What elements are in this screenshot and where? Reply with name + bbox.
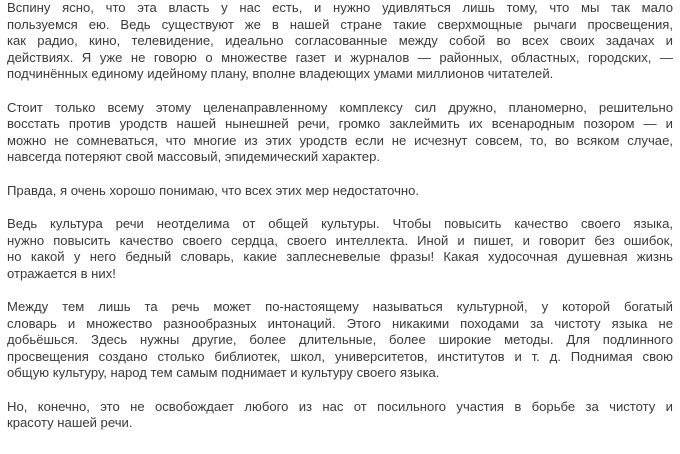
text-line: красоту нашей речи. bbox=[7, 415, 133, 430]
text-line: восстать против уродств нашей нынешней речи, громко заклеймить их всенародным позором — и bbox=[7, 116, 673, 131]
document-page bbox=[7, 0, 673, 454]
text-line: отражается в них! bbox=[7, 265, 116, 281]
text-line: подчинённых единому идейному плану, вполне владеющих умами миллионов читателей. bbox=[7, 66, 554, 81]
paragraph-gap bbox=[7, 199, 673, 216]
text-line: как радио, кино, телевидение, идеально согласованные между собой во всех своих задачах и bbox=[7, 33, 673, 48]
text-line: Ведь культура речи неотделима от общей культуры. Чтобы повысить качество своего языка, bbox=[7, 216, 673, 231]
paragraph-gap bbox=[7, 382, 673, 399]
text-line: действиях. Я уже не говорю о множестве газет и журналов — районных, областных, городских, — bbox=[7, 49, 673, 65]
paragraph-gap bbox=[7, 282, 673, 299]
text-line: словарь и множество разнообразных интонаций. Этого никакими походами за чистоту языка не bbox=[7, 315, 673, 331]
paragraph-power-of-media bbox=[7, 0, 673, 83]
text-line: Вспину ясно, что эта власть у нас есть, и нужно удивляться лишь тому, что мы так мало bbox=[7, 0, 673, 15]
paragraph-gap bbox=[7, 83, 673, 100]
text-line: но какой у него бедный словарь, какие заплесневелые фразы! Какая худосочная душевная жизнь bbox=[7, 249, 673, 264]
paragraph-combined-effort bbox=[7, 100, 673, 166]
text-line: Стоит только всему этому целенаправленному комплексу сил дружно, планомерно, решительно bbox=[7, 99, 673, 115]
paragraph-not-enough bbox=[7, 183, 673, 200]
text-line: просвещения создано столько библиотек, школ, университетов, институтов и т. д. Поднимая свою bbox=[7, 348, 673, 364]
paragraph-conclusion bbox=[7, 399, 673, 432]
text-line: добьёшься. Здесь нужны другие, более длительные, более широкие методы. Для подлинного bbox=[7, 332, 673, 347]
text-line: общую культуру, народ тем самым поднимает и культуру своего языка. bbox=[7, 365, 440, 380]
text-line: навсегда потеряют свой массовый, эпидемический характер. bbox=[7, 149, 381, 164]
paragraph-culture-of-speech bbox=[7, 216, 673, 282]
paragraph-gap bbox=[7, 166, 673, 183]
text-line: можно не сомневаться, что многие из этих уродств если не исчезнут совсем, то, во всяком случае, bbox=[7, 132, 673, 148]
text-line: нужно повысить качество своего сердца, своего интеллекта. Иной и пишет, и говорит без ошибок, bbox=[7, 232, 673, 248]
text-line: Но, конечно, это не освобождает любого из нас от посильного участия в борьбе за чистоту и bbox=[7, 398, 673, 414]
paragraph-rich-vocabulary bbox=[7, 299, 673, 382]
text-line: пользуемся ею. Ведь существуют же в нашей стране такие сверхмощные рычаги просвещения, bbox=[7, 16, 673, 32]
text-line: Между тем лишь та речь может по-настоящему называться культурной, у которой богатый bbox=[7, 299, 673, 314]
text-line: Правда, я очень хорошо понимаю, что всех этих мер недостаточно. bbox=[7, 182, 420, 198]
